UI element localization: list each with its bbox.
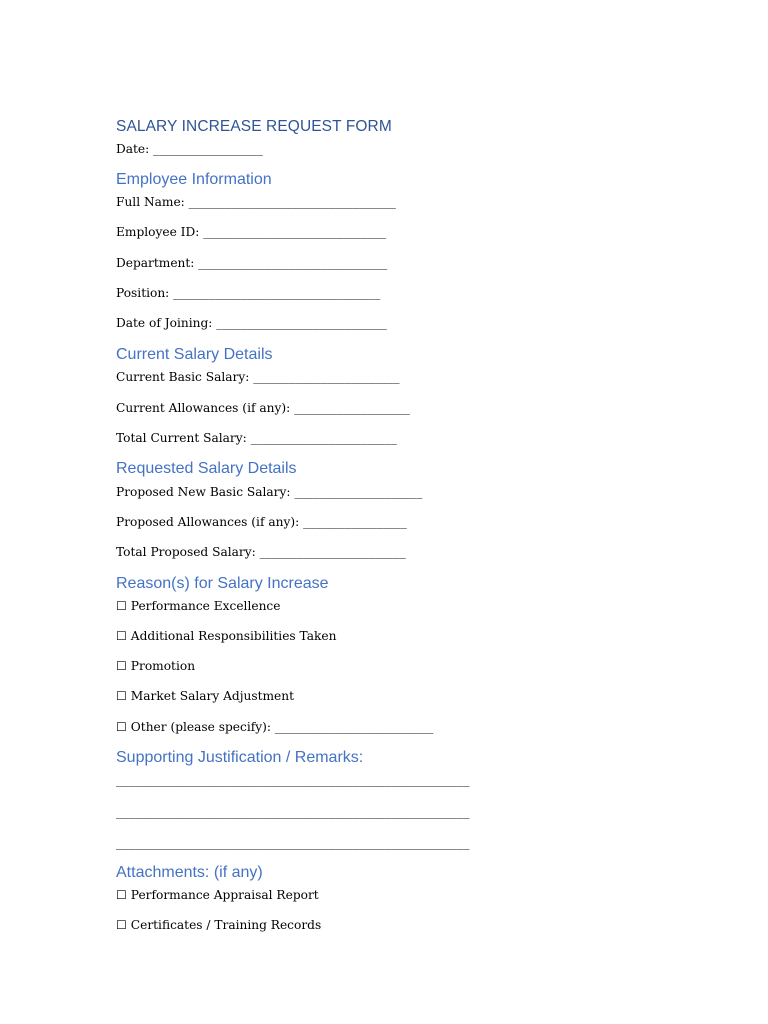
proposed-basic-salary-field[interactable]: Proposed New Basic Salary: _____________________	[116, 485, 423, 499]
form-title: SALARY INCREASE REQUEST FORM	[116, 118, 392, 135]
justification-line[interactable]: __________________________________________________________	[116, 773, 470, 787]
date-field[interactable]: Date: __________________	[116, 142, 263, 156]
reason-checkbox-performance[interactable]: ☐ Performance Excellence	[116, 599, 281, 613]
department-field[interactable]: Department: _______________________________	[116, 256, 388, 270]
reason-checkbox-other[interactable]: ☐ Other (please specify): __________________________	[116, 720, 434, 734]
reasons-heading: Reason(s) for Salary Increase	[116, 575, 329, 592]
position-field[interactable]: Position: __________________________________	[116, 286, 381, 300]
current-salary-heading: Current Salary Details	[116, 346, 273, 363]
justification-line[interactable]: __________________________________________________________	[116, 805, 470, 819]
reason-checkbox-responsibilities[interactable]: ☐ Additional Responsibilities Taken	[116, 629, 337, 643]
attachment-checkbox-appraisal[interactable]: ☐ Performance Appraisal Report	[116, 888, 319, 902]
total-proposed-salary-field[interactable]: Total Proposed Salary: ________________________	[116, 545, 406, 559]
justification-line[interactable]: __________________________________________________________	[116, 836, 470, 850]
justification-heading: Supporting Justification / Remarks:	[116, 749, 364, 766]
current-allowances-field[interactable]: Current Allowances (if any): ___________________	[116, 401, 410, 415]
employee-info-heading: Employee Information	[116, 171, 272, 188]
full-name-field[interactable]: Full Name: __________________________________	[116, 195, 396, 209]
proposed-allowances-field[interactable]: Proposed Allowances (if any): _________________	[116, 515, 407, 529]
reason-checkbox-market-adjustment[interactable]: ☐ Market Salary Adjustment	[116, 689, 295, 703]
attachments-heading: Attachments: (if any)	[116, 864, 263, 881]
current-basic-salary-field[interactable]: Current Basic Salary: ________________________	[116, 370, 400, 384]
total-current-salary-field[interactable]: Total Current Salary: ________________________	[116, 431, 397, 445]
requested-salary-heading: Requested Salary Details	[116, 460, 297, 477]
reason-checkbox-promotion[interactable]: ☐ Promotion	[116, 659, 196, 673]
attachment-checkbox-certificates[interactable]: ☐ Certificates / Training Records	[116, 918, 322, 932]
date-of-joining-field[interactable]: Date of Joining: ____________________________	[116, 316, 387, 330]
employee-id-field[interactable]: Employee ID: ______________________________	[116, 225, 387, 239]
